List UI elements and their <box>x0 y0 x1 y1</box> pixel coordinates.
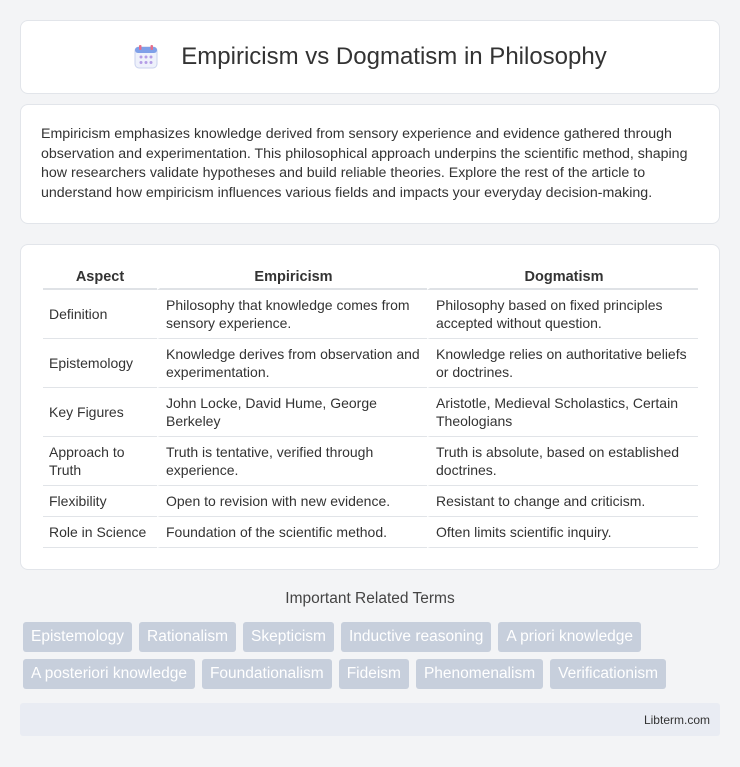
header-empiricism: Empiricism <box>157 266 427 290</box>
table-cell: Role in Science <box>43 517 157 548</box>
tag-a-priori-knowledge[interactable]: A priori knowledge <box>498 622 641 652</box>
table-cell: Truth is tentative, verified through experience. <box>157 437 427 486</box>
tag-verificationism[interactable]: Verificationism <box>550 659 666 689</box>
table-row <box>43 290 698 339</box>
comparison-card <box>20 244 720 570</box>
table-row <box>43 339 698 388</box>
tag-fideism[interactable]: Fideism <box>339 659 409 689</box>
table-row <box>43 388 698 437</box>
footer <box>20 703 720 736</box>
table-cell: Knowledge relies on authoritative beliefs or doctrines. <box>427 339 698 388</box>
table-cell: Approach to Truth <box>43 437 157 486</box>
comparison-table <box>43 266 698 548</box>
tag-phenomenalism[interactable]: Phenomenalism <box>416 659 543 689</box>
calendar-icon <box>133 44 159 70</box>
table-cell: Open to revision with new evidence. <box>157 486 427 517</box>
table-cell: Often limits scientific inquiry. <box>427 517 698 548</box>
table-cell: John Locke, David Hume, George Berkeley <box>157 388 427 437</box>
table-cell: Definition <box>43 290 157 339</box>
table-row <box>43 517 698 548</box>
page-title: Empiricism vs Dogmatism in Philosophy <box>181 43 607 70</box>
table-cell: Resistant to change and criticism. <box>427 486 698 517</box>
table-cell: Truth is absolute, based on established doctrines. <box>427 437 698 486</box>
tag-inductive-reasoning[interactable]: Inductive reasoning <box>341 622 491 652</box>
table-header-row <box>43 266 698 290</box>
table-cell: Philosophy based on fixed principles accepted without question. <box>427 290 698 339</box>
table-cell: Flexibility <box>43 486 157 517</box>
header-card <box>20 20 720 94</box>
tag-row <box>23 622 723 652</box>
table-cell: Philosophy that knowledge comes from sensory experience. <box>157 290 427 339</box>
table-cell: Foundation of the scientific method. <box>157 517 427 548</box>
tag-foundationalism[interactable]: Foundationalism <box>202 659 332 689</box>
tag-row <box>23 659 723 689</box>
tag-a-posteriori-knowledge[interactable]: A posteriori knowledge <box>23 659 195 689</box>
header-aspect: Aspect <box>43 266 157 290</box>
table-cell: Aristotle, Medieval Scholastics, Certain Theologians <box>427 388 698 437</box>
intro-card <box>20 104 720 224</box>
related-tags <box>23 622 723 696</box>
tag-rationalism[interactable]: Rationalism <box>139 622 236 652</box>
header-dogmatism: Dogmatism <box>427 266 698 290</box>
table-cell: Epistemology <box>43 339 157 388</box>
tag-epistemology[interactable]: Epistemology <box>23 622 132 652</box>
table-row <box>43 437 698 486</box>
related-terms-title: Important Related Terms <box>285 590 455 607</box>
table-cell: Key Figures <box>43 388 157 437</box>
table-row <box>43 486 698 517</box>
footer-brand-link[interactable]: Libterm.com <box>643 712 710 727</box>
table-cell: Knowledge derives from observation and experimentation. <box>157 339 427 388</box>
intro-text: Empiricism emphasizes knowledge derived from sensory experience and evidence gathered through observation and experimentation. This philosophical approach underpins the scientific method, shaping how researchers validate hypotheses and build reliable theories. Explore the rest of the article to understand how empiricism influences various fields and impacts your everyday decision-making. <box>41 126 688 201</box>
tag-skepticism[interactable]: Skepticism <box>243 622 334 652</box>
